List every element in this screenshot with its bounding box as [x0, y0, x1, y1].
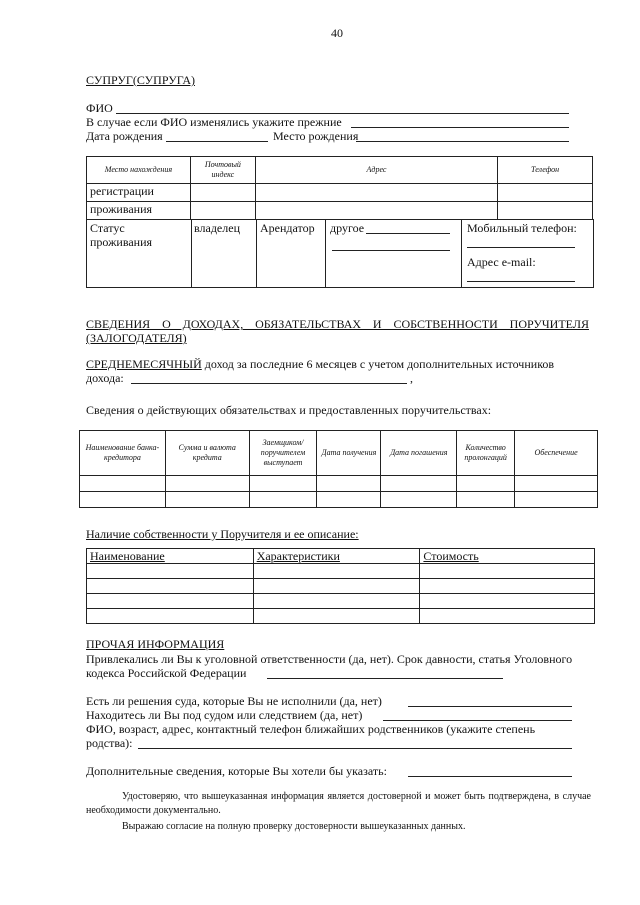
property-cell[interactable] [87, 609, 254, 624]
registration-phone-cell[interactable] [498, 184, 593, 202]
ob-cell[interactable] [457, 476, 515, 492]
income-field[interactable] [131, 383, 407, 384]
ob-cell[interactable] [381, 476, 457, 492]
ob-cell[interactable] [515, 476, 598, 492]
property-cell[interactable] [87, 579, 254, 594]
row-residence: проживания [87, 202, 191, 220]
status-other-field-2[interactable] [332, 250, 450, 251]
property-cell[interactable] [87, 594, 254, 609]
avg-word: СРЕДНЕМЕСЯЧНЫЙ [86, 357, 202, 371]
birth-place-label: Место рождения [273, 129, 359, 143]
obligations-table [79, 430, 598, 508]
status-other[interactable]: другое [330, 221, 365, 235]
table-row [87, 609, 595, 624]
property-cell[interactable] [420, 609, 595, 624]
ob-header-security: Обеспечение [515, 431, 598, 476]
email-field[interactable] [467, 281, 575, 282]
property-header-name: Наименование [87, 549, 254, 564]
q3-field[interactable] [383, 720, 572, 721]
q4-field[interactable] [138, 748, 572, 749]
spouse-heading: СУПРУГ(СУПРУГА) [86, 73, 195, 87]
property-cell[interactable] [253, 579, 420, 594]
income-tail: , [410, 371, 413, 385]
obligations-label: Сведения о действующих обязательствах и предоставленных поручительствах: [86, 403, 492, 417]
ob-header-date-repay: Дата погашения [381, 431, 457, 476]
spouse-address-table [86, 156, 593, 220]
ob-cell[interactable] [317, 476, 381, 492]
mobile-label: Мобильный телефон: [467, 221, 577, 235]
property-cell[interactable] [420, 579, 595, 594]
ob-cell[interactable] [381, 492, 457, 508]
income-heading: СВЕДЕНИЯ О ДОХОДАХ, ОБЯЗАТЕЛЬСТВАХ И СОБСТВЕННОСТИ ПОРУЧИТЕЛЯ (ЗАЛОГОДАТЕЛЯ) [86, 317, 589, 345]
q2-field[interactable] [408, 706, 572, 707]
header-location: Место нахождения [87, 157, 191, 184]
mobile-field[interactable] [467, 247, 575, 248]
header-address: Адрес [255, 157, 497, 184]
property-cell[interactable] [253, 609, 420, 624]
consent-statement: Выражаю согласие на полную проверку достоверности вышеуказанных данных. [122, 821, 466, 832]
ob-cell[interactable] [249, 492, 317, 508]
ob-cell[interactable] [80, 492, 166, 508]
q5-field[interactable] [408, 776, 572, 777]
ob-cell[interactable] [457, 492, 515, 508]
q5-label: Дополнительные сведения, которые Вы хотели бы указать: [86, 764, 387, 778]
table-row [87, 579, 595, 594]
registration-address-cell[interactable] [255, 184, 497, 202]
status-owner[interactable]: владелец [194, 221, 240, 235]
registration-index-cell[interactable] [190, 184, 255, 202]
ob-header-prolongations: Количество пролонгаций [457, 431, 515, 476]
ob-cell[interactable] [515, 492, 598, 508]
q4-label: ФИО, возраст, адрес, контактный телефон ближайших родственников (укажите степень [86, 722, 536, 736]
residence-index-cell[interactable] [190, 202, 255, 220]
ob-header-role: Заемщиком/ поручителем выступает [249, 431, 317, 476]
ob-header-amount: Сумма и валюта кредита [165, 431, 249, 476]
property-cell[interactable] [420, 594, 595, 609]
ob-header-bank: Наименование банка-кредитора [80, 431, 166, 476]
birth-place-field[interactable] [356, 141, 569, 142]
header-phone: Телефон [498, 157, 593, 184]
property-table [86, 548, 595, 624]
q1-label: Привлекались ли Вы к уголовной ответственности (да, нет). Срок давности, статья Уголовного [86, 652, 573, 666]
property-cell[interactable] [87, 564, 254, 579]
status-tenant[interactable]: Арендатор [260, 221, 315, 235]
email-label: Адрес e-mail: [467, 255, 536, 269]
property-header-characteristics: Характеристики [253, 549, 420, 564]
header-postal-index: Почтовый индекс [190, 157, 255, 184]
birth-date-label: Дата рождения [86, 129, 163, 143]
table-row [80, 476, 598, 492]
property-label: Наличие собственности у Поручителя и ее описание: [86, 527, 359, 541]
prev-names-label: В случае если ФИО изменялись укажите прежние [86, 115, 342, 129]
ob-cell[interactable] [317, 492, 381, 508]
ob-cell[interactable] [165, 476, 249, 492]
prev-names-field[interactable] [351, 127, 569, 128]
q2-label: Есть ли решения суда, которые Вы не исполнили (да, нет) [86, 694, 382, 708]
table-row [87, 594, 595, 609]
q4b-label: родства): [86, 736, 133, 750]
status-other-field[interactable] [366, 233, 450, 234]
avg-income-line [86, 357, 554, 371]
avg-rest: доход за последние 6 месяцев с учетом дополнительных источников [204, 357, 555, 371]
page-number: 40 [331, 26, 343, 40]
row-registration: регистрации [87, 184, 191, 202]
property-header-cost: Стоимость [420, 549, 595, 564]
ob-cell[interactable] [165, 492, 249, 508]
other-heading: ПРОЧАЯ ИНФОРМАЦИЯ [86, 637, 225, 651]
fio-field[interactable] [116, 113, 569, 114]
fio-label: ФИО [86, 101, 113, 115]
table-row [80, 492, 598, 508]
birth-date-field[interactable] [166, 141, 268, 142]
q3-label: Находитесь ли Вы под судом или следствием (да, нет) [86, 708, 363, 722]
ob-header-date-received: Дата получения [317, 431, 381, 476]
certify-statement: Удостоверяю, что вышеуказанная информация является достоверной и может быть подтверждена, в случае необходимости документально. [86, 791, 591, 816]
property-cell[interactable] [253, 594, 420, 609]
property-cell[interactable] [420, 564, 595, 579]
income-label: дохода: [86, 371, 124, 385]
ob-cell[interactable] [80, 476, 166, 492]
ob-cell[interactable] [249, 476, 317, 492]
residence-address-cell[interactable] [255, 202, 497, 220]
property-cell[interactable] [253, 564, 420, 579]
status-label: Статус проживания [90, 221, 153, 249]
residence-phone-cell[interactable] [498, 202, 593, 220]
q1-field[interactable] [267, 678, 503, 679]
table-row [87, 564, 595, 579]
q1b-label: кодекса Российской Федерации [86, 666, 247, 680]
